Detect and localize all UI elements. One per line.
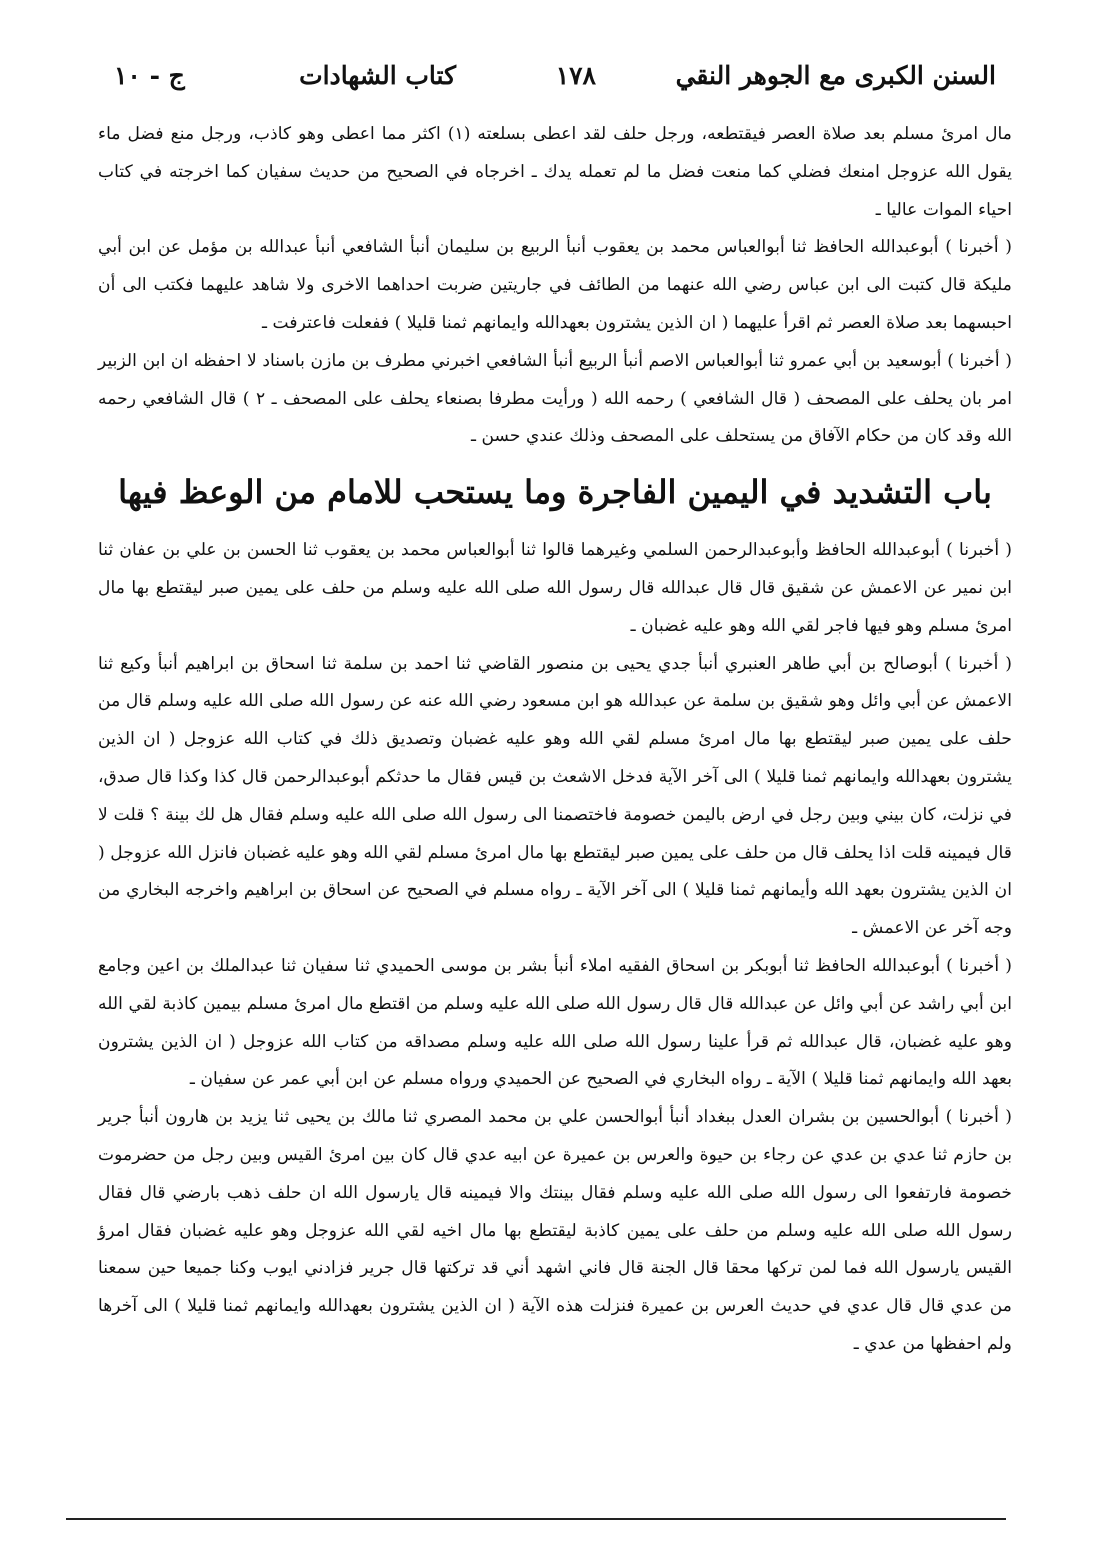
paragraph: ( أخبرنا ) أبوسعيد بن أبي عمرو ثنا أبوالعباس الاصم أنبأ الربيع أنبأ الشافعي اخبرني مطرف بن مازن باسناد لا احفظه ان ابن الزبير امر بان يحلف على المصحف ( قال الشافعي ) رحمه الله ( ورأيت مطرفا بصنعاء يحلف على المصحف ـ ٢ ) قال الشافعي رحمه الله وقد كان من حكام الآفاق من يستحلف على المصحف وذلك عندي حسن ـ [98,350,1012,447]
header-page-number: ١٧٨ [555,61,596,90]
page-header [96,52,996,100]
header-book-title: السنن الكبرى مع الجوهر النقي [675,61,996,90]
header-chapter-book: كتاب الشهادات [299,61,456,90]
paragraph: ( أخبرنا ) أبوعبدالله الحافظ ثنا أبوبكر بن اسحاق الفقيه املاء أنبأ بشر بن موسى الحميدي ثنا سفيان ثنا عبدالملك بن اعين وجامع ابن أبي راشد عن أبي وائل عن عبدالله قال قال رسول الله صلى الله عليه وسلم من اقتطع مال امرئ مسلم بيمين كاذبة لقي الله وهو عليه غضبان، قال عبدالله ثم قرأ علينا رسول الله صلى الله عليه وسلم مصداقه من كتاب الله عزوجل ( ان الذين يشترون بعهد الله وايمانهم ثمنا قليلا ) الآية ـ رواه البخاري في الصحيح عن الحميدي ورواه مسلم عن ابن أبي عمر عن سفيان ـ [98,955,1012,1090]
paragraph: ( أخبرنا ) أبوعبدالله الحافظ وأبوعبدالرحمن السلمي وغيرهما قالوا ثنا أبوالعباس محمد بن يعقوب ثنا الحسن بن علي بن عفان ثنا ابن نمير عن الاعمش عن شقيق قال قال عبدالله قال رسول الله صلى الله عليه وسلم من حلف على يمين صبر ليقتطع بها مال امرئ مسلم وهو فيها فاجر لقي الله وهو عليه غضبان ـ [98,540,1012,636]
footer-divider [66,1518,1006,1520]
main-text [98,116,1012,1364]
paragraph: ( أخبرنا ) أبوصالح بن أبي طاهر العنبري أنبأ جدي يحيى بن منصور القاضي ثنا احمد بن سلمة ثنا اسحاق بن ابراهيم أنبأ وكيع ثنا الاعمش عن أبي وائل وهو شقيق بن سلمة عن عبدالله هو ابن مسعود رضي الله عنه عن رسول الله صلى الله عليه وسلم قال من حلف على يمين صبر ليقتطع بها مال امرئ مسلم لقي الله وهو عليه غضبان وتصديق ذلك في كتاب الله عزوجل ( ان الذين يشترون بعهدالله وايمانهم ثمنا قليلا ) الى آخر الآية فدخل الاشعث بن قيس فقال ما حدثكم أبوعبدالرحمن قال كذا وكذا قال صدق، في نزلت، كان بيني وبين رجل في ارض باليمن خصومة فاختصمنا الى رسول الله صلى الله عليه وسلم فقال هل لك بينة ؟ قلت لا قال فيمينه قلت اذا يحلف قال من حلف على يمين صبر ليقتطع بها مال امرئ مسلم لقي الله وهو عليه غضبان فانزل الله عزوجل ( ان الذين يشترون بعهد الله وأيمانهم ثمنا قليلا ) الى آخر الآية ـ رواه مسلم في الصحيح عن اسحاق بن ابراهيم واخرجه البخاري من وجه آخر عن الاعمش ـ [98,653,1013,939]
header-volume: ج - ١٠ [114,61,185,90]
chapter-heading: باب التشديد في اليمين الفاجرة وما يستحب للامام من الوعظ فيها [118,473,992,512]
paragraph: مال امرئ مسلم بعد صلاة العصر فيقتطعه، ورجل حلف لقد اعطى بسلعته (١) اكثر مما اعطى وهو كاذب، ورجل منع فضل ماء يقول الله عزوجل امنعك فضلي كما منعت فضل ما لم تعمله يدك ـ اخرجاه في الصحيح من حديث سفيان كما اخرجته في كتاب احياء الموات عاليا ـ [98,124,1013,220]
paragraph: ( أخبرنا ) أبوالحسين بن بشران العدل ببغداد أنبأ أبوالحسن علي بن محمد المصري ثنا مالك بن يحيى ثنا يزيد بن هارون أنبأ جرير بن حازم ثنا عدي بن عدي عن رجاء بن حيوة والعرس بن عميرة عن ابيه عدي قال كان بين امرئ القيس وبين رجل من حضرموت خصومة فارتفعوا الى رسول الله صلى الله عليه وسلم فقال بينتك والا فيمينه قال يارسول الله ان حلف ذهب بارضي قال فقال رسول الله صلى الله عليه وسلم من حلف على يمين كاذبة ليقتطع بها مال اخيه لقي الله عزوجل وهو عليه غضبان فقال امرؤ القيس يارسول الله فما لمن تركها محقا قال الجنة قال فاني اشهد أني قد تركتها قال جرير فزادني ايوب وكنا جميعا حين سمعنا من عدي قال قال عدي في حديث العرس بن عميرة فنزلت هذه الآية ( ان الذين يشترون بعهدالله وايمانهم ثمنا قليلا ) الى آخرها ولم احفظها من عدي ـ [98,1107,1012,1354]
paragraph: ( أخبرنا ) أبوعبدالله الحافظ ثنا أبوالعباس محمد بن يعقوب أنبأ الربيع بن سليمان أنبأ الشافعي أنبأ عبدالله بن مؤمل عن ابن أبي مليكة قال كتبت الى ابن عباس رضي الله عنهما من الطائف في جاريتين ضربت احداهما الاخرى ولا شاهد عليهما فكتب الى أن احبسهما بعد صلاة العصر ثم اقرأ عليهما ( ان الذين يشترون بعهدالله وايمانهم ثمنا قليلا ) ففعلت فاعترفت ـ [98,237,1012,333]
